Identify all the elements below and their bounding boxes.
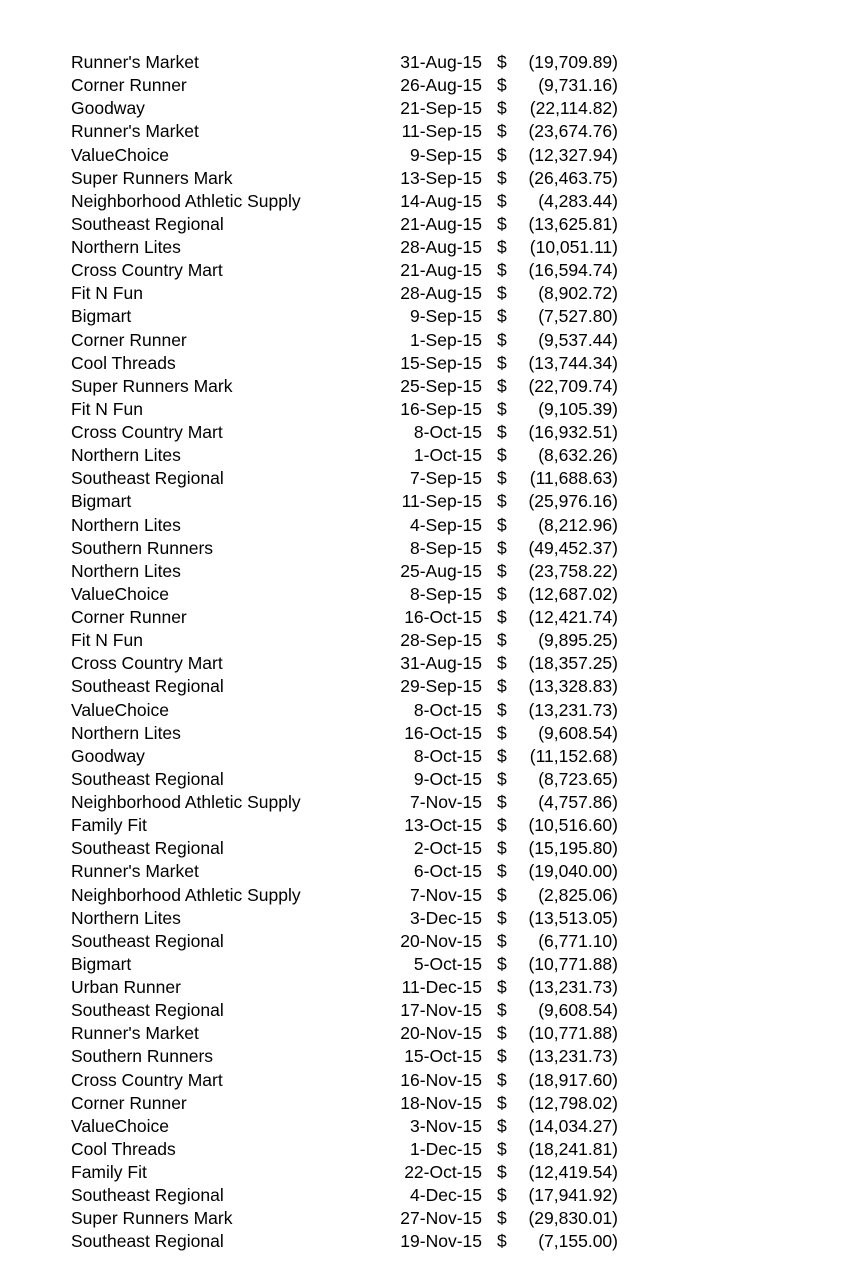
date-cell: 15-Sep-15 [400,352,482,373]
date-cell: 4-Sep-15 [410,514,482,535]
amount-cell: (29,830.01) [528,1208,618,1229]
customer-name-cell: Northern Lites [71,445,181,466]
amount-cell: (11,152.68) [529,745,618,766]
table-row [0,1092,842,1115]
amount-cell: (2,825.06) [538,884,618,905]
amount-cell: (8,212.96) [538,514,618,535]
table-row [0,976,842,999]
amount-cell: (13,231.73) [528,699,618,720]
amount-cell: (12,421.74) [528,607,618,627]
amount-cell: (9,537.44) [538,329,618,350]
table-row [0,537,842,560]
currency-symbol-cell: $ [497,491,507,512]
date-cell: 16-Sep-15 [400,398,482,419]
customer-name-cell: ValueChoice [71,583,169,604]
currency-symbol-cell: $ [497,329,507,350]
currency-symbol-cell: $ [497,815,507,836]
date-cell: 1-Sep-15 [410,329,482,350]
amount-cell: (9,731.16) [538,75,618,96]
table-row [0,560,842,583]
date-cell: 9-Oct-15 [413,768,482,789]
date-cell: 17-Nov-15 [400,1000,482,1021]
amount-cell: (19,709.89) [528,52,618,72]
customer-name-cell: Neighborhood Athletic Supply [71,792,301,812]
customer-name-cell: Northern Lites [71,722,181,743]
date-cell: 8-Sep-15 [410,583,482,604]
amount-cell: (26,463.75) [528,167,618,188]
table-row [0,467,842,490]
table-row [0,74,842,97]
customer-name-cell: Southeast Regional [71,676,224,697]
date-cell: 7-Sep-15 [410,468,482,489]
date-cell: 8-Sep-15 [410,537,482,558]
table-row [0,1161,842,1184]
currency-symbol-cell: $ [497,468,507,489]
customer-name-cell: Bigmart [71,306,132,327]
table-row [0,490,842,513]
amount-cell: (9,608.54) [538,1000,618,1021]
date-cell: 13-Sep-15 [400,167,482,188]
table-row [0,398,842,421]
date-cell: 7-Nov-15 [410,792,482,812]
currency-symbol-cell: $ [497,1185,507,1206]
customer-name-cell: Cross Country Mart [71,653,223,674]
date-cell: 19-Nov-15 [400,1231,482,1252]
customer-name-cell: Southeast Regional [71,213,224,234]
customer-name-cell: Southeast Regional [71,1231,224,1252]
date-cell: 11-Dec-15 [401,977,482,997]
amount-cell: (13,744.34) [528,352,618,373]
date-cell: 2-Oct-15 [413,838,482,859]
date-cell: 4-Dec-15 [410,1185,482,1206]
date-cell: 21-Sep-15 [400,98,482,119]
currency-symbol-cell: $ [497,52,507,72]
table-row [0,1022,842,1045]
amount-cell: (7,155.00) [538,1231,618,1252]
amount-cell: (12,798.02) [528,1092,618,1113]
date-cell: 8-Oct-15 [413,422,482,442]
amount-cell: (13,231.73) [528,977,618,997]
amount-cell: (14,034.27) [528,1115,618,1136]
date-cell: 21-Aug-15 [400,213,482,234]
customer-name-cell: ValueChoice [71,144,169,165]
table-row [0,1184,842,1207]
amount-cell: (11,688.63) [529,468,618,489]
customer-name-cell: Runner's Market [71,121,199,142]
customer-name-cell: Goodway [71,745,145,766]
table-row [0,745,842,768]
date-cell: 31-Aug-15 [400,653,482,674]
currency-symbol-cell: $ [497,1115,507,1136]
currency-symbol-cell: $ [497,422,507,442]
customer-name-cell: Fit N Fun [71,283,143,304]
customer-name-cell: Southern Runners [71,1046,214,1067]
table-row [0,305,842,328]
customer-name-cell: Fit N Fun [71,398,143,419]
table-row [0,606,842,629]
date-cell: 27-Nov-15 [400,1208,482,1229]
currency-symbol-cell: $ [497,1208,507,1229]
currency-symbol-cell: $ [497,352,507,373]
table-row [0,999,842,1022]
customer-name-cell: Goodway [71,98,145,119]
date-cell: 16-Oct-15 [404,607,482,627]
customer-name-cell: Northern Lites [71,237,181,257]
date-cell: 25-Sep-15 [400,375,482,396]
customer-name-cell: Northern Lites [71,907,181,928]
currency-symbol-cell: $ [497,1138,507,1159]
amount-cell: (10,771.88) [528,953,618,974]
customer-name-cell: Cool Threads [71,352,176,373]
table-row [0,144,842,167]
currency-symbol-cell: $ [497,75,507,96]
table-row [0,930,842,953]
table-row [0,259,842,282]
table-row [0,1045,842,1068]
customer-name-cell: Southeast Regional [71,1000,224,1021]
currency-symbol-cell: $ [497,1092,507,1113]
customer-name-cell: Runner's Market [71,861,199,882]
date-cell: 28-Aug-15 [400,283,482,304]
transactions-table [0,51,842,1254]
amount-cell: (4,283.44) [538,190,618,211]
table-row [0,213,842,236]
date-cell: 3-Nov-15 [410,1115,482,1136]
currency-symbol-cell: $ [497,121,507,142]
customer-name-cell: Southeast Regional [71,930,224,951]
currency-symbol-cell: $ [497,884,507,905]
customer-name-cell: Runner's Market [71,52,199,72]
table-row [0,907,842,930]
amount-cell: (9,105.39) [538,398,618,419]
table-row [0,652,842,675]
customer-name-cell: Southeast Regional [71,1185,224,1206]
table-row [0,444,842,467]
currency-symbol-cell: $ [497,583,507,604]
table-row [0,860,842,883]
currency-symbol-cell: $ [497,283,507,304]
date-cell: 1-Oct-15 [413,445,482,466]
date-cell: 8-Oct-15 [413,699,482,720]
date-cell: 7-Nov-15 [410,884,482,905]
amount-cell: (49,452.37) [528,537,618,558]
table-row [0,352,842,375]
date-cell: 9-Sep-15 [410,306,482,327]
currency-symbol-cell: $ [497,607,507,627]
currency-symbol-cell: $ [497,237,507,257]
customer-name-cell: Northern Lites [71,560,181,581]
table-row [0,120,842,143]
amount-cell: (15,195.80) [528,838,618,859]
currency-symbol-cell: $ [497,1046,507,1067]
amount-cell: (16,932.51) [528,422,618,442]
amount-cell: (8,902.72) [538,283,618,304]
currency-symbol-cell: $ [497,1162,507,1182]
date-cell: 21-Aug-15 [400,260,482,281]
amount-cell: (12,687.02) [528,583,618,604]
date-cell: 6-Oct-15 [413,861,482,882]
customer-name-cell: Cross Country Mart [71,260,223,281]
customer-name-cell: Fit N Fun [71,630,143,651]
table-row [0,629,842,652]
date-cell: 25-Aug-15 [400,560,482,581]
date-cell: 29-Sep-15 [400,676,482,697]
amount-cell: (9,895.25) [538,630,618,651]
customer-name-cell: Corner Runner [71,1092,187,1113]
table-row [0,97,842,120]
customer-name-cell: Northern Lites [71,514,181,535]
currency-symbol-cell: $ [497,630,507,651]
customer-name-cell: Cross Country Mart [71,1069,223,1090]
table-row [0,953,842,976]
table-row [0,375,842,398]
currency-symbol-cell: $ [497,907,507,928]
currency-symbol-cell: $ [497,1231,507,1252]
customer-name-cell: Urban Runner [71,977,181,997]
amount-cell: (19,040.00) [528,861,618,882]
date-cell: 8-Oct-15 [413,745,482,766]
table-row [0,421,842,444]
amount-cell: (22,114.82) [529,98,618,119]
currency-symbol-cell: $ [497,722,507,743]
date-cell: 16-Oct-15 [404,722,482,743]
customer-name-cell: Southeast Regional [71,768,224,789]
amount-cell: (7,527.80) [538,306,618,327]
date-cell: 28-Aug-15 [400,237,482,257]
date-cell: 31-Aug-15 [400,52,482,72]
amount-cell: (8,632.26) [538,445,618,466]
table-row [0,837,842,860]
customer-name-cell: Bigmart [71,953,132,974]
table-row [0,514,842,537]
customer-name-cell: Super Runners Mark [71,1208,233,1229]
table-row [0,699,842,722]
currency-symbol-cell: $ [497,1069,507,1090]
table-row [0,236,842,259]
currency-symbol-cell: $ [497,375,507,396]
table-row [0,1230,842,1253]
customer-name-cell: Runner's Market [71,1023,199,1044]
currency-symbol-cell: $ [497,977,507,997]
table-row [0,791,842,814]
currency-symbol-cell: $ [497,676,507,697]
currency-symbol-cell: $ [497,792,507,812]
amount-cell: (13,625.81) [528,213,618,234]
date-cell: 1-Dec-15 [410,1138,482,1159]
date-cell: 28-Sep-15 [400,630,482,651]
customer-name-cell: Family Fit [71,815,147,836]
table-row [0,814,842,837]
customer-name-cell: Family Fit [71,1162,147,1182]
currency-symbol-cell: $ [497,190,507,211]
date-cell: 9-Sep-15 [410,144,482,165]
currency-symbol-cell: $ [497,144,507,165]
amount-cell: (23,758.22) [528,560,618,581]
currency-symbol-cell: $ [497,398,507,419]
table-row [0,768,842,791]
customer-name-cell: Super Runners Mark [71,375,233,396]
currency-symbol-cell: $ [497,1000,507,1021]
amount-cell: (13,513.05) [528,907,618,928]
customer-name-cell: ValueChoice [71,1115,169,1136]
customer-name-cell: Corner Runner [71,329,187,350]
date-cell: 5-Oct-15 [413,953,482,974]
date-cell: 18-Nov-15 [400,1092,482,1113]
customer-name-cell: Neighborhood Athletic Supply [71,190,301,211]
table-row [0,884,842,907]
amount-cell: (10,051.11) [529,237,618,257]
table-row [0,1138,842,1161]
currency-symbol-cell: $ [497,861,507,882]
table-row [0,1207,842,1230]
date-cell: 20-Nov-15 [400,930,482,951]
amount-cell: (12,419.54) [528,1162,618,1182]
date-cell: 26-Aug-15 [400,75,482,96]
table-row [0,282,842,305]
customer-name-cell: Cool Threads [71,1138,176,1159]
table-row [0,675,842,698]
customer-name-cell: Corner Runner [71,607,187,627]
date-cell: 15-Oct-15 [404,1046,482,1067]
currency-symbol-cell: $ [497,930,507,951]
currency-symbol-cell: $ [497,260,507,281]
table-row [0,190,842,213]
currency-symbol-cell: $ [497,1023,507,1044]
date-cell: 13-Oct-15 [404,815,482,836]
table-row [0,1115,842,1138]
customer-name-cell: Southern Runners [71,537,214,558]
currency-symbol-cell: $ [497,167,507,188]
amount-cell: (18,357.25) [528,653,618,674]
date-cell: 11-Sep-15 [401,121,482,142]
date-cell: 22-Oct-15 [404,1162,482,1182]
table-row [0,583,842,606]
currency-symbol-cell: $ [497,768,507,789]
amount-cell: (18,241.81) [528,1138,618,1159]
table-row [0,51,842,74]
currency-symbol-cell: $ [497,953,507,974]
amount-cell: (18,917.60) [528,1069,618,1090]
amount-cell: (13,328.83) [528,676,618,697]
currency-symbol-cell: $ [497,213,507,234]
amount-cell: (16,594.74) [528,260,618,281]
amount-cell: (13,231.73) [528,1046,618,1067]
date-cell: 20-Nov-15 [400,1023,482,1044]
amount-cell: (4,757.86) [538,792,618,812]
customer-name-cell: Bigmart [71,491,132,512]
date-cell: 11-Sep-15 [401,491,482,512]
amount-cell: (6,771.10) [538,930,618,951]
amount-cell: (23,674.76) [528,121,618,142]
currency-symbol-cell: $ [497,514,507,535]
date-cell: 16-Nov-15 [400,1069,482,1090]
amount-cell: (8,723.65) [538,768,618,789]
date-cell: 14-Aug-15 [400,190,482,211]
table-row [0,722,842,745]
amount-cell: (12,327.94) [528,144,618,165]
amount-cell: (17,941.92) [528,1185,618,1206]
table-row [0,329,842,352]
customer-name-cell: Corner Runner [71,75,187,96]
table-row [0,1069,842,1092]
table-row [0,167,842,190]
customer-name-cell: Southeast Regional [71,468,224,489]
amount-cell: (10,771.88) [528,1023,618,1044]
currency-symbol-cell: $ [497,838,507,859]
currency-symbol-cell: $ [497,560,507,581]
currency-symbol-cell: $ [497,653,507,674]
customer-name-cell: Cross Country Mart [71,422,223,442]
date-cell: 3-Dec-15 [410,907,482,928]
currency-symbol-cell: $ [497,445,507,466]
amount-cell: (10,516.60) [528,815,618,836]
currency-symbol-cell: $ [497,537,507,558]
customer-name-cell: Neighborhood Athletic Supply [71,884,301,905]
currency-symbol-cell: $ [497,306,507,327]
amount-cell: (9,608.54) [538,722,618,743]
currency-symbol-cell: $ [497,98,507,119]
amount-cell: (22,709.74) [528,375,618,396]
customer-name-cell: ValueChoice [71,699,169,720]
currency-symbol-cell: $ [497,699,507,720]
customer-name-cell: Super Runners Mark [71,167,233,188]
customer-name-cell: Southeast Regional [71,838,224,859]
amount-cell: (25,976.16) [528,491,618,512]
currency-symbol-cell: $ [497,745,507,766]
